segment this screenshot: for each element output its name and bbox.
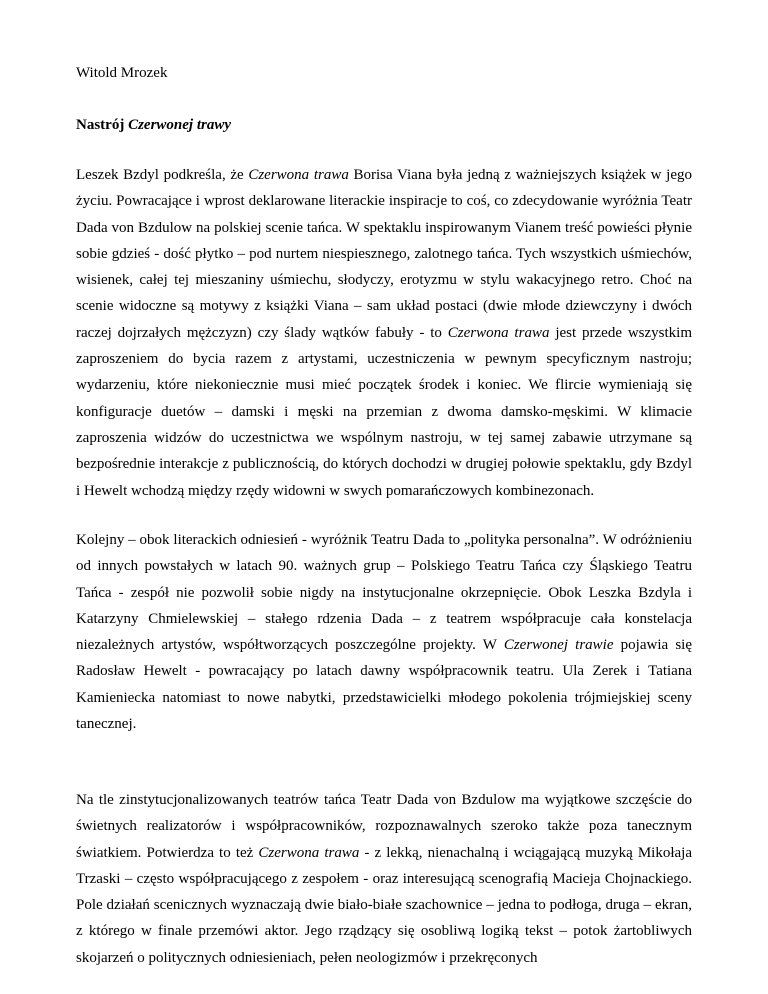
paragraph-1 [76,162,692,504]
article-title [76,115,231,135]
text-run: - z lekką, nienachalną i wciągającą muzyką Mikołaja Trzaski – często współpracującego z zespołem - oraz interesującą scenografią Macieja Chojnackiego. Pole działań scenicznych wyznaczają dwie biało-białe szachownice – jedna to podłoga, druga – ekran, z którego w finale przemówi aktor. Jego rządzący się osobliwą logiką tekst – potok żartobliwych skojarzeń o politycznych odniesieniach, pełen neologizmów i przekręconych [76,844,692,966]
paragraph-2 [76,527,692,737]
italic-title-reference: Czerwonej trawie [503,637,614,654]
text-run: jest przede wszystkim zaproszeniem do bycia razem z artystami, uczestniczenia w pewnym specyficznym nastroju; wydarzeniu, które niekoniecznie musi mieć początek środek i koniec. We flircie wymieniają się konfiguracje duetów – damski i męski na przemian z dwoma damsko-męskimi. W klimacie zaproszenia widzów do uczestnictwa we wspólnym nastroju, w tej samej zabawie utrzymane są bezpośrednie interakcje z publicznością, do których dochodzi w drugiej połowie spektaklu, gdy Bzdyl i Hewelt wchodzą między rzędy widowni w swych pomarańczowych kombinezonach. [76,324,692,499]
text-run: Na tle zinstytucjonalizowanych teatrów tańca Teatr Dada von Bzdulow ma wyjątkowe szczęście do świetnych realizatorów i współpracowników, rozpoznawalnych szeroko także poza tanecznym światkiem. Potwierdza to też [76,792,692,861]
text-run: Borisa Viana była jedną z ważniejszych książek w jego życiu. Powracające i wprost deklarowane literackie inspiracje to coś, co zdecydowanie wyróżnia Teatr Dada von Bzdulow na polskiej scenie tańca. W spektaklu inspirowanym Vianem treść powieści płynie sobie gdzieś - dość płytko – pod nurtem niespiesznego, zalotnego tańca. Tych wszystkich uśmiechów, wisienek, całej tej mieszaniny uśmiechu, słodyczy, erotyzmu w stylu wakacyjnego retro. Choć na scenie widoczne są motywy z książki Viana – sam układ postaci (dwie młode dziewczyny i dwóch raczej dojrzałych mężczyzn) czy ślady wątków fabuły - to [76,167,692,341]
author-name: Witold Mrozek [76,65,168,81]
text-run: Leszek Bzdyl podkreśla, że [76,167,249,183]
title-italic: Czerwonej trawy [128,117,232,133]
text-run: pojawia się Radosław Hewelt - powracający po latach dawny współpracownik teatru. Ula Zerek i Tatiana Kamieniecka natomiast to nowe nabytki, przedstawicielki młodego pokolenia trójmiejskiej sceny tanecznej. [76,637,692,733]
title-prefix: Nastrój [76,117,129,133]
paragraph-3 [76,787,692,971]
italic-title-reference: Czerwona trawa [258,844,360,861]
italic-title-reference: Czerwona trawa [248,167,349,183]
text-run: Kolejny – obok literackich odniesień - wyróżnik Teatru Dada to „polityka personalna”. W odróżnieniu od innych powstałych w latach 90. ważnych grup – Polskiego Teatru Tańca czy Śląskiego Teatru Tańca - zespół nie pozwolił sobie nigdy na instytucjonalne okrzepnięcie. Obok Leszka Bzdyla i Katarzyny Chmielewskiej – stałego rdzenia Dada – z teatrem współpracuje cała konstelacja niezależnych artystów, współtworzących poszczególne projekty. W [76,532,692,654]
italic-title-reference: Czerwona trawa [447,324,550,341]
